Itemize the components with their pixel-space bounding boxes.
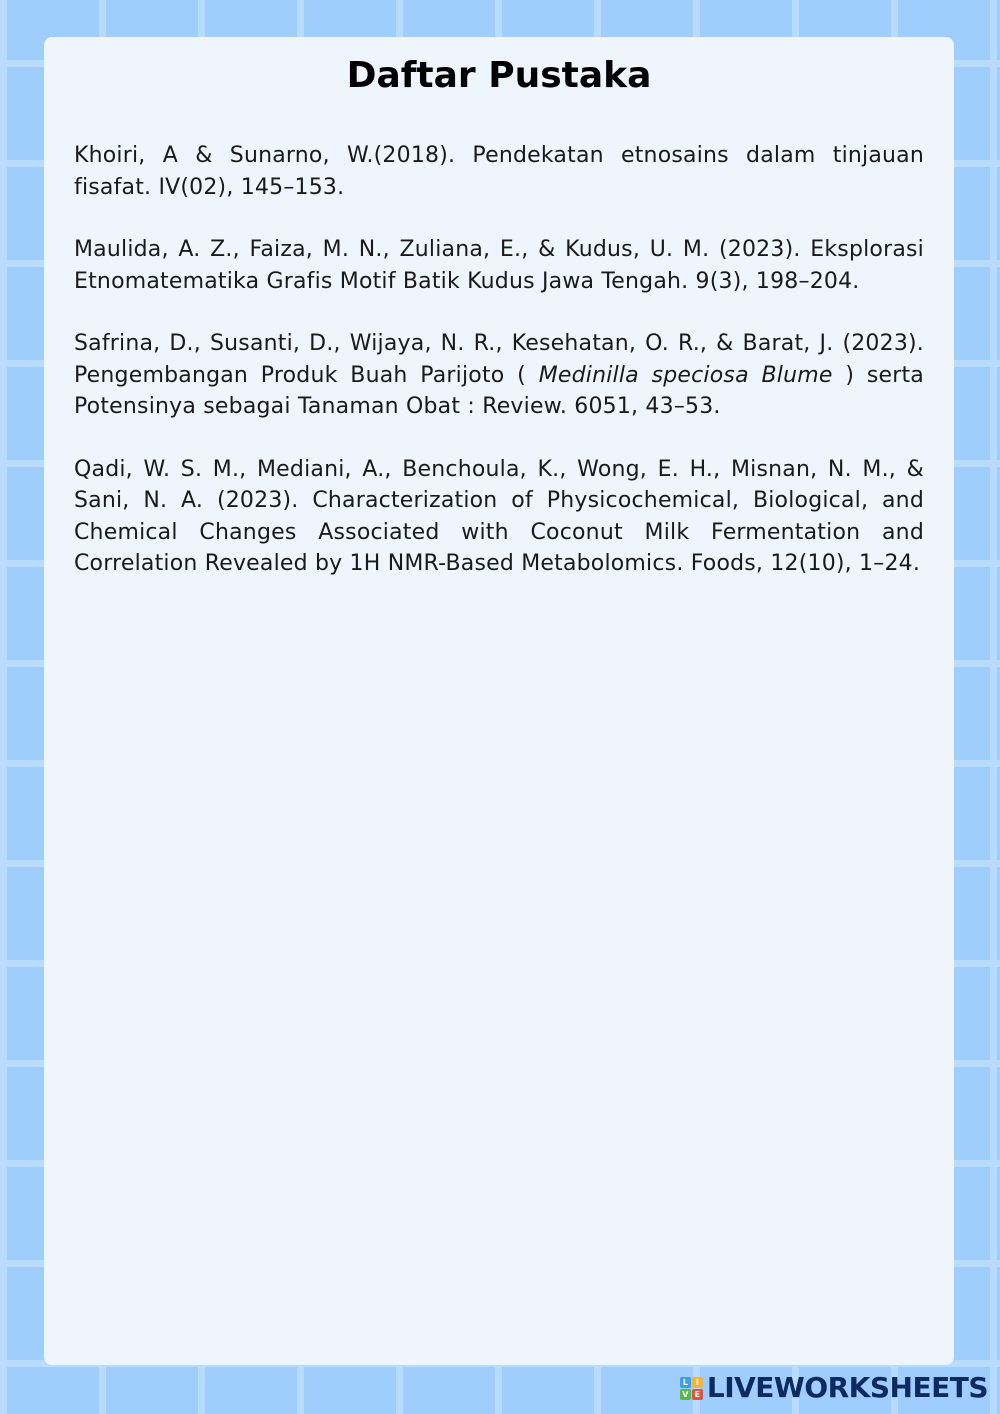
reference-list [74, 140, 924, 611]
logo-letter-i: I [692, 1377, 703, 1388]
reference-text: Safrina, D., Susanti, D., Wijaya, N. R., Kesehatan, O. R., & Barat, J. (2023). Pengembangan Produk Buah Parijoto ( [74, 331, 924, 388]
page-title: Daftar Pustaka [346, 55, 652, 96]
reference-text-continued: ) serta Potensinya sebagai Tanaman Obat : Review. 6051, 43–53. [74, 362, 924, 419]
logo-letter-v: V [680, 1389, 691, 1400]
brand-name: LIVEWORKSHEETS [706, 1371, 988, 1404]
liveworksheets-logo-icon [680, 1377, 703, 1400]
reference-item [74, 234, 924, 297]
reference-item [74, 454, 924, 580]
page-card [44, 37, 954, 1365]
logo-letter-l: L [680, 1377, 691, 1388]
reference-text: Maulida, A. Z., Faiza, M. N., Zuliana, E., & Kudus, U. M. (2023). Eksplorasi Etnomatematika Grafis Motif Batik Kudus Jawa Tengah. 9(3), 198–204. [74, 237, 924, 294]
liveworksheets-brand[interactable] [680, 1372, 988, 1404]
reference-text: Qadi, W. S. M., Mediani, A., Benchoula, K., Wong, E. H., Misnan, N. M., & Sani, N. A. (2023). Characterization of Physicochemical, Biological, and Chemical Changes Associated with Coconut Milk Fermentation and Correlation Revealed by 1H NMR-Based Metabolomics. Foods, 12(10), 1–24. [74, 456, 924, 576]
reference-text: Khoiri, A & Sunarno, W.(2018). Pendekatan etnosains dalam tinjauan fisafat. IV(02), 145–153. [74, 143, 924, 200]
species-name: Medinilla speciosa Blume [538, 362, 833, 388]
reference-item [74, 140, 924, 203]
reference-item [74, 328, 924, 423]
logo-letter-e: E [692, 1389, 703, 1400]
